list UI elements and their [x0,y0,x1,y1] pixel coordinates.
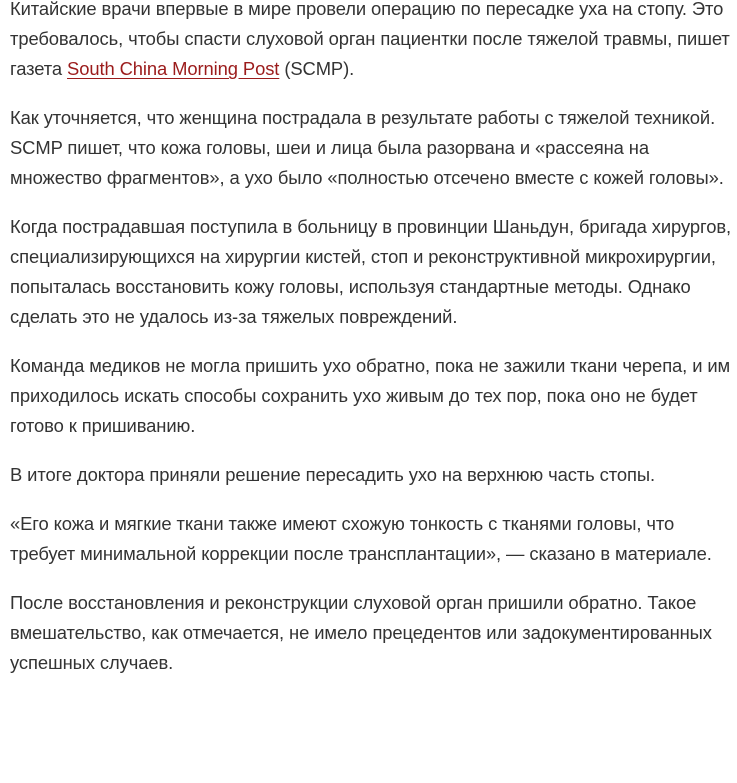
article-paragraph-2: Как уточняется, что женщина пострадала в результате работы с тяжелой техникой. SCMP пишет, что кожа головы, шеи и лица была разорвана и «рассеяна на множество фрагментов», а ухо было «полностью отсечено вместе с кожей головы». [10,107,724,188]
paragraph-1-text-after-link: (SCMP). [279,58,355,79]
article-paragraph-3: Когда пострадавшая поступила в больницу в провинции Шаньдун, бригада хирургов, специализирующихся на хирургии кистей, стоп и реконструктивной микрохирургии, попыталась восстановить кожу головы, используя стандартные методы. Однако сделать это не удалось из-за тяжелых повреждений. [10,216,732,327]
source-link-scmp[interactable]: South China Morning Post [67,58,280,79]
article-paragraph-4: Команда медиков не могла пришить ухо обратно, пока не зажили ткани черепа, и им приходилось искать способы сохранить ухо живым до тех пор, пока оно не будет готово к пришиванию. [10,355,731,436]
article-paragraph-6: «Его кожа и мягкие ткани также имеют схожую тонкость с тканями головы, что требует минимальной коррекции после трансплантации», — сказано в материале. [10,513,712,564]
paragraph-1-text-before-link: Китайские врачи впервые в мире провели операцию по пересадке уха на стопу. Это требовалось, чтобы спасти слуховой орган пациентки после тяжелой травмы, пишет газета [10,0,730,79]
article-paragraph-7: После восстановления и реконструкции слуховой орган пришили обратно. Такое вмешательство, как отмечается, не имело прецедентов или задокументированных успешных случаев. [10,592,712,673]
article-paragraph-5: В итоге доктора приняли решение пересадить ухо на верхнюю часть стопы. [10,464,655,485]
article-body [10,0,732,697]
article-paragraph-1 [10,0,732,84]
